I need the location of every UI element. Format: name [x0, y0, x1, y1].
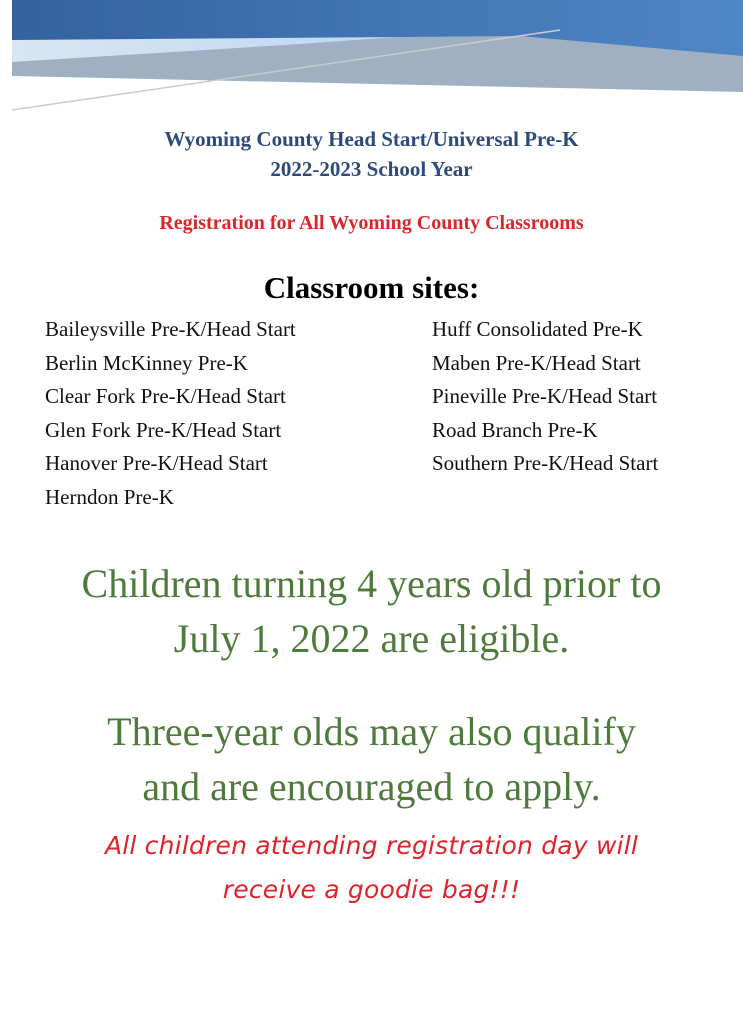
three-year-olds-statement: [0, 704, 743, 814]
registration-heading: Registration for All Wyoming County Classrooms: [159, 212, 584, 234]
site-item: Maben Pre-K/Head Start: [432, 350, 641, 375]
site-item: Baileysville Pre-K/Head Start: [45, 317, 296, 341]
goodie-bag-notice: [0, 824, 743, 912]
site-item: Southern Pre-K/Head Start: [432, 451, 659, 476]
sites-list-right: [432, 313, 658, 481]
organization-title: [0, 124, 743, 184]
organization-title-line1: Wyoming County Head Start/Universal Pre-K: [164, 127, 579, 151]
goodie-line1: All children attending registration day will: [104, 831, 639, 860]
header-banner: [0, 0, 743, 120]
goodie-line2: receive a goodie bag!!!: [222, 875, 521, 904]
site-item: Herndon Pre-K: [45, 484, 174, 509]
eligibility-line1: Children turning 4 years old prior to: [81, 561, 662, 606]
qualify-line1: Three-year olds may also qualify: [107, 709, 636, 754]
site-item: Pineville Pre-K/Head Start: [432, 384, 658, 409]
eligibility-line2: July 1, 2022 are eligible.: [173, 616, 570, 661]
site-item: Road Branch Pre-K: [432, 417, 598, 442]
classroom-sites-heading: Classroom sites:: [263, 270, 480, 305]
sites-list-left: [45, 313, 296, 515]
qualify-line2: and are encouraged to apply.: [142, 764, 601, 809]
site-item: Hanover Pre-K/Head Start: [45, 451, 268, 476]
site-item: Clear Fork Pre-K/Head Start: [45, 384, 286, 409]
eligibility-statement: [0, 556, 743, 666]
site-item: Berlin McKinney Pre-K: [45, 350, 248, 375]
site-item: Glen Fork Pre-K/Head Start: [45, 417, 282, 442]
site-item: Huff Consolidated Pre-K: [432, 317, 643, 341]
school-year: 2022-2023 School Year: [270, 157, 473, 181]
